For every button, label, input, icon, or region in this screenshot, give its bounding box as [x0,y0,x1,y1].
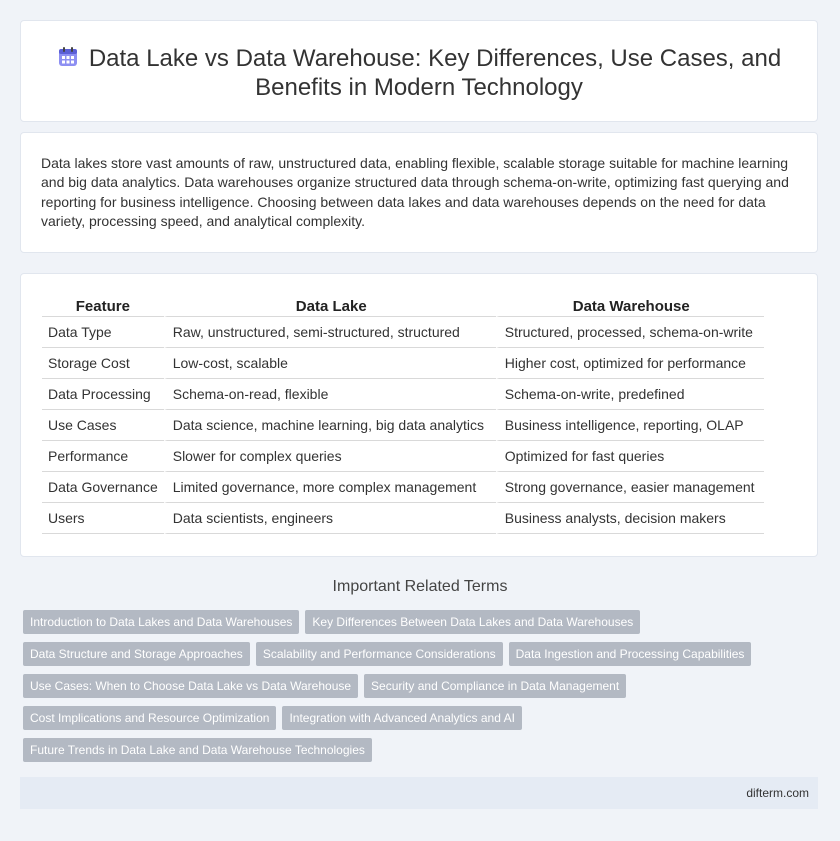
related-term-tag[interactable]: Introduction to Data Lakes and Data Warehouses [23,610,299,634]
comparison-card [20,273,818,557]
footer-site-link[interactable]: difterm.com [746,786,809,800]
related-term-tag[interactable]: Use Cases: When to Choose Data Lake vs Data Warehouse [23,674,358,698]
related-terms-list [23,610,803,770]
table-cell: Strong governance, easier management [496,472,764,503]
table-header-row [42,296,764,317]
header-card [20,20,818,122]
footer [20,777,818,809]
table-cell: Data scientists, engineers [164,503,496,534]
table-cell: Optimized for fast queries [496,441,764,472]
related-term-tag[interactable]: Scalability and Performance Considerations [256,642,503,666]
table-row [42,317,764,348]
table-cell: Higher cost, optimized for performance [496,348,764,379]
related-terms-heading: Important Related Terms [332,578,508,595]
table-cell: Data Processing [42,379,164,410]
table-cell: Limited governance, more complex management [164,472,496,503]
related-term-tag[interactable]: Cost Implications and Resource Optimization [23,706,276,730]
page-title: Data Lake vs Data Warehouse: Key Differences, Use Cases, and Benefits in Modern Technology [88,45,782,101]
related-term-tag[interactable]: Data Ingestion and Processing Capabilities [509,642,752,666]
table-cell: Structured, processed, schema-on-write [496,317,764,348]
table-cell: Data science, machine learning, big data analytics [164,410,496,441]
table-cell: Raw, unstructured, semi-structured, structured [164,317,496,348]
page-title-wrap [21,44,817,102]
table-row [42,503,764,534]
table-cell: Business analysts, decision makers [496,503,764,534]
column-header-feature: Feature [42,296,164,317]
table-row [42,472,764,503]
table-cell: Users [42,503,164,534]
table-cell: Storage Cost [42,348,164,379]
related-term-tag[interactable]: Integration with Advanced Analytics and AI [282,706,521,730]
related-term-tag[interactable]: Key Differences Between Data Lakes and Data Warehouses [305,610,640,634]
table-cell: Business intelligence, reporting, OLAP [496,410,764,441]
table-cell: Schema-on-read, flexible [164,379,496,410]
table-cell: Performance [42,441,164,472]
table-row [42,379,764,410]
comparison-table [42,296,764,534]
related-term-tag[interactable]: Data Structure and Storage Approaches [23,642,250,666]
table-cell: Use Cases [42,410,164,441]
table-row [42,348,764,379]
table-row [42,410,764,441]
column-header-data-warehouse: Data Warehouse [496,296,764,317]
table-row [42,441,764,472]
related-term-tag[interactable]: Future Trends in Data Lake and Data Warehouse Technologies [23,738,372,762]
column-header-data-lake: Data Lake [164,296,496,317]
table-cell: Schema-on-write, predefined [496,379,764,410]
table-cell: Data Governance [42,472,164,503]
table-cell: Slower for complex queries [164,441,496,472]
calendar-icon [57,46,79,68]
intro-text: Data lakes store vast amounts of raw, unstructured data, enabling flexible, scalable storage suitable for machine learning and big data analytics. Data warehouses organize structured data through schema-on-write, optimizing fast querying and reporting for business intelligence. Choosing between data lakes and data warehouses depends on the need for data variety, processing speed, and analytical complexity. [41,155,789,229]
table-cell: Data Type [42,317,164,348]
related-term-tag[interactable]: Security and Compliance in Data Management [364,674,626,698]
intro-card [20,132,818,253]
table-cell: Low-cost, scalable [164,348,496,379]
